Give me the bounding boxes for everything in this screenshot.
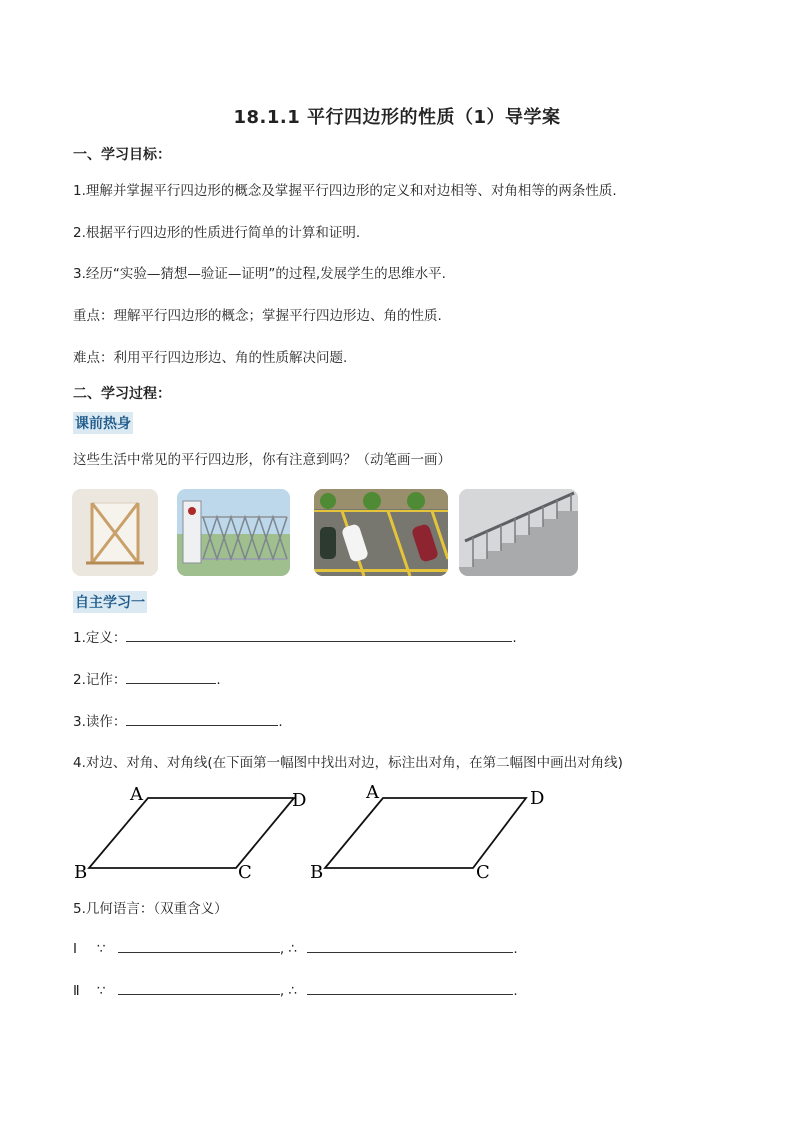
because-symbol-2: ∵ xyxy=(97,983,106,999)
goal-item-3: 3.经历“实验—猜想—验证—证明”的过程,发展学生的思维水平. xyxy=(73,266,446,282)
row-1-label: Ⅰ xyxy=(73,941,77,957)
definition-blank[interactable] xyxy=(126,627,512,642)
goal-item-1: 1.理解并掌握平行四边形的概念及掌握平行四边形的定义和对边相等、对角相等的两条性质. xyxy=(73,183,617,199)
staircase-railing-photo xyxy=(459,489,578,576)
notation-blank[interactable] xyxy=(126,669,216,684)
label-d-2: D xyxy=(530,788,545,809)
q3-label: 3.读作： xyxy=(73,714,127,730)
question-1 xyxy=(73,626,517,646)
condition-blank-1[interactable] xyxy=(118,938,280,953)
difficult-point: 难点：利用平行四边形边、角的性质解决问题. xyxy=(73,350,348,366)
conclusion-blank-1[interactable] xyxy=(307,938,513,953)
q1-label: 1.定义： xyxy=(73,630,127,646)
q3-end: . xyxy=(278,714,283,730)
label-a-1: A xyxy=(130,784,143,805)
reading-blank[interactable] xyxy=(126,711,278,726)
question-2 xyxy=(73,668,221,688)
condition-blank-2[interactable] xyxy=(118,980,280,995)
label-d-1: D xyxy=(292,790,307,811)
section-heading-process: 二、学习过程： xyxy=(73,386,171,402)
q2-end: . xyxy=(216,672,221,688)
retractable-gate-photo xyxy=(177,489,290,576)
self-study-tag: 自主学习一 xyxy=(73,591,147,613)
page-title: 18.1.1 平行四边形的性质（1）导学案 xyxy=(233,107,561,128)
warmup-tag: 课前热身 xyxy=(73,412,133,434)
therefore-symbol-1: ∴ xyxy=(288,941,298,957)
laundry-basket-photo xyxy=(72,489,158,576)
label-a-2: A xyxy=(366,782,379,803)
label-b-2: B xyxy=(310,862,324,883)
question-4: 4.对边、对角、对角线(在下面第一幅图中找出对边，标注出对角，在第二幅图中画出对角线) xyxy=(73,755,623,771)
q2-label: 2.记作： xyxy=(73,672,127,688)
goal-item-2: 2.根据平行四边形的性质进行简单的计算和证明. xyxy=(73,225,361,241)
parking-lot-photo xyxy=(314,489,448,576)
conclusion-blank-2[interactable] xyxy=(307,980,513,995)
key-point: 重点：理解平行四边形的概念；掌握平行四边形边、角的性质. xyxy=(73,308,442,324)
question-3 xyxy=(73,710,283,730)
comma-1: , xyxy=(279,941,285,957)
parallelogram-1 xyxy=(74,784,306,883)
warmup-question: 这些生活中常见的平行四边形，你有注意到吗？（动笔画一画） xyxy=(73,452,451,468)
label-b-1: B xyxy=(74,862,88,883)
comma-2: , xyxy=(279,983,285,999)
label-c-1: C xyxy=(238,862,252,883)
row-2-label: Ⅱ xyxy=(73,983,80,999)
question-5: 5.几何语言：（双重含义） xyxy=(73,901,228,917)
geometry-row-1 xyxy=(73,938,518,957)
because-symbol-1: ∵ xyxy=(97,941,106,957)
therefore-symbol-2: ∴ xyxy=(288,983,298,999)
label-c-2: C xyxy=(476,862,490,883)
end-dot-2: . xyxy=(513,983,518,999)
end-dot-1: . xyxy=(513,941,518,957)
geometry-row-2 xyxy=(73,980,518,999)
q1-end: . xyxy=(512,630,517,646)
parallelogram-2 xyxy=(310,782,544,883)
section-heading-goals: 一、学习目标： xyxy=(73,147,171,163)
parallelogram-figures xyxy=(60,780,560,888)
